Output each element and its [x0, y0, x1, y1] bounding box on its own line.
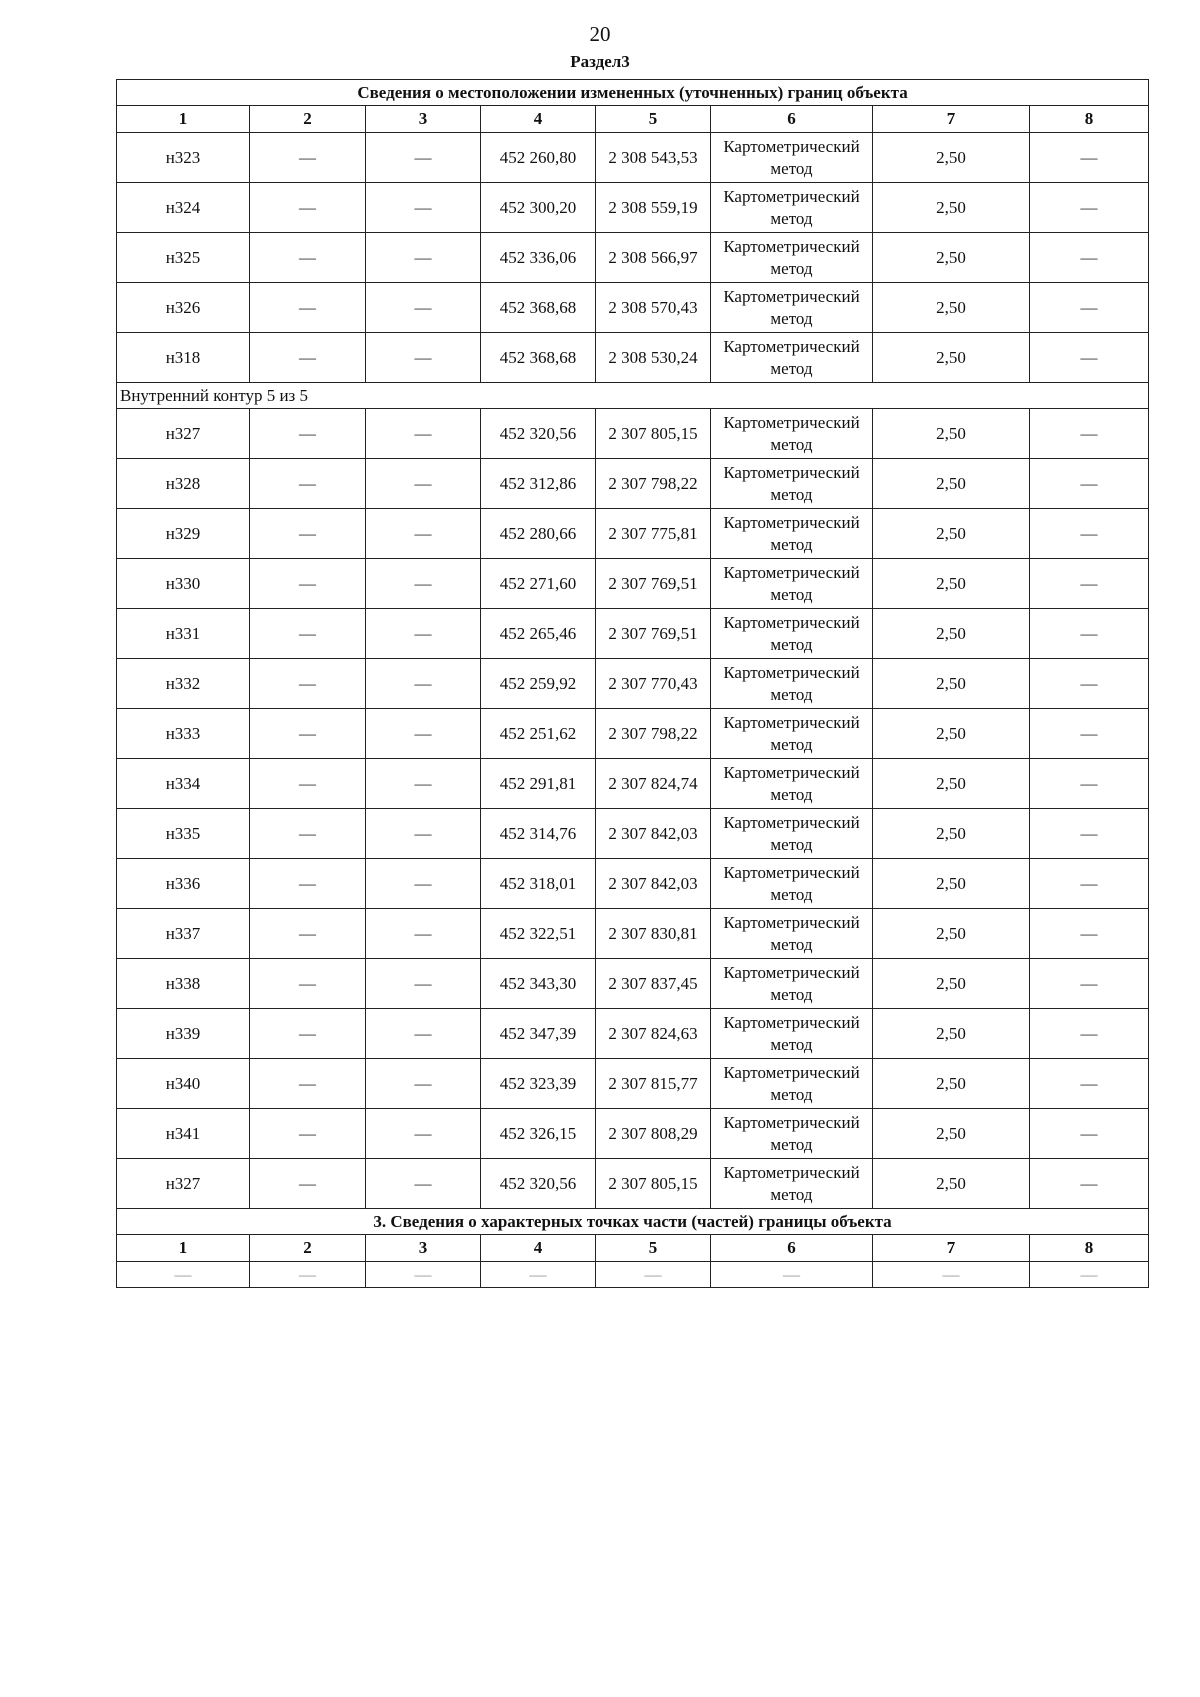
point-id-cell: н336: [117, 859, 250, 909]
table-row: [117, 609, 1149, 659]
column-header: 3: [366, 1235, 481, 1262]
col8-cell: —: [1030, 609, 1149, 659]
contour-label: Внутренний контур 5 из 5: [117, 383, 1149, 409]
empty-cell: —: [1030, 1262, 1149, 1288]
accuracy-cell: 2,50: [873, 609, 1030, 659]
part3-title: 3. Сведения о характерных точках части (частей) границы объекта: [117, 1209, 1149, 1235]
method-cell: Картометрический метод: [711, 859, 873, 909]
x-coordinate-cell: 452 251,62: [481, 709, 596, 759]
column-header: 4: [481, 106, 596, 133]
part1-rows: [117, 133, 1149, 383]
x-coordinate-cell: 452 343,30: [481, 959, 596, 1009]
col2-cell: —: [250, 333, 366, 383]
y-coordinate-cell: 2 307 808,29: [596, 1109, 711, 1159]
x-coordinate-cell: 452 323,39: [481, 1059, 596, 1109]
col3-cell: —: [366, 333, 481, 383]
method-cell: Картометрический метод: [711, 283, 873, 333]
part3-title-row: [117, 1209, 1149, 1235]
point-id-cell: н324: [117, 183, 250, 233]
accuracy-cell: 2,50: [873, 233, 1030, 283]
table-title-row: [117, 80, 1149, 106]
column-header-row: [117, 106, 1149, 133]
point-id-cell: н323: [117, 133, 250, 183]
point-id-cell: н329: [117, 509, 250, 559]
point-id-cell: н340: [117, 1059, 250, 1109]
col2-cell: —: [250, 409, 366, 459]
column-header: 7: [873, 1235, 1030, 1262]
col2-cell: —: [250, 1009, 366, 1059]
x-coordinate-cell: 452 312,86: [481, 459, 596, 509]
col2-cell: —: [250, 609, 366, 659]
accuracy-cell: 2,50: [873, 909, 1030, 959]
point-id-cell: н337: [117, 909, 250, 959]
col2-cell: —: [250, 959, 366, 1009]
col2-cell: —: [250, 183, 366, 233]
table-row: [117, 959, 1149, 1009]
method-cell: Картометрический метод: [711, 1009, 873, 1059]
col3-cell: —: [366, 1109, 481, 1159]
point-id-cell: н335: [117, 809, 250, 859]
column-header: 8: [1030, 1235, 1149, 1262]
point-id-cell: н327: [117, 409, 250, 459]
col2-cell: —: [250, 759, 366, 809]
table-row: [117, 509, 1149, 559]
col8-cell: —: [1030, 409, 1149, 459]
y-coordinate-cell: 2 307 824,74: [596, 759, 711, 809]
column-header: 2: [250, 106, 366, 133]
col8-cell: —: [1030, 859, 1149, 909]
col3-cell: —: [366, 283, 481, 333]
col3-cell: —: [366, 609, 481, 659]
table-row: [117, 409, 1149, 459]
column-header: 6: [711, 106, 873, 133]
x-coordinate-cell: 452 318,01: [481, 859, 596, 909]
y-coordinate-cell: 2 307 842,03: [596, 859, 711, 909]
column-header: 2: [250, 1235, 366, 1262]
col2-cell: —: [250, 809, 366, 859]
method-cell: Картометрический метод: [711, 559, 873, 609]
empty-cell: —: [873, 1262, 1030, 1288]
method-cell: Картометрический метод: [711, 1159, 873, 1209]
table-row: [117, 1109, 1149, 1159]
method-cell: Картометрический метод: [711, 1059, 873, 1109]
boundary-table: [116, 79, 1149, 1288]
x-coordinate-cell: 452 291,81: [481, 759, 596, 809]
point-id-cell: н334: [117, 759, 250, 809]
col8-cell: —: [1030, 1109, 1149, 1159]
part3-header-row: [117, 1235, 1149, 1262]
method-cell: Картометрический метод: [711, 133, 873, 183]
y-coordinate-cell: 2 307 805,15: [596, 1159, 711, 1209]
col8-cell: —: [1030, 459, 1149, 509]
y-coordinate-cell: 2 307 842,03: [596, 809, 711, 859]
accuracy-cell: 2,50: [873, 559, 1030, 609]
point-id-cell: н326: [117, 283, 250, 333]
y-coordinate-cell: 2 307 815,77: [596, 1059, 711, 1109]
accuracy-cell: 2,50: [873, 809, 1030, 859]
col3-cell: —: [366, 183, 481, 233]
table-row: [117, 559, 1149, 609]
col3-cell: —: [366, 809, 481, 859]
x-coordinate-cell: 452 271,60: [481, 559, 596, 609]
col2-cell: —: [250, 709, 366, 759]
method-cell: Картометрический метод: [711, 759, 873, 809]
y-coordinate-cell: 2 308 559,19: [596, 183, 711, 233]
table-row: [117, 659, 1149, 709]
x-coordinate-cell: 452 259,92: [481, 659, 596, 709]
empty-cell: —: [366, 1262, 481, 1288]
table-row: [117, 1159, 1149, 1209]
col3-cell: —: [366, 1059, 481, 1109]
table-row: [117, 233, 1149, 283]
x-coordinate-cell: 452 347,39: [481, 1009, 596, 1059]
accuracy-cell: 2,50: [873, 459, 1030, 509]
table-row: [117, 1009, 1149, 1059]
x-coordinate-cell: 452 265,46: [481, 609, 596, 659]
col3-cell: —: [366, 709, 481, 759]
y-coordinate-cell: 2 307 770,43: [596, 659, 711, 709]
accuracy-cell: 2,50: [873, 759, 1030, 809]
table-row: [117, 459, 1149, 509]
col2-cell: —: [250, 909, 366, 959]
column-header: 3: [366, 106, 481, 133]
accuracy-cell: 2,50: [873, 859, 1030, 909]
point-id-cell: н331: [117, 609, 250, 659]
point-id-cell: н338: [117, 959, 250, 1009]
method-cell: Картометрический метод: [711, 233, 873, 283]
col3-cell: —: [366, 859, 481, 909]
accuracy-cell: 2,50: [873, 333, 1030, 383]
point-id-cell: н333: [117, 709, 250, 759]
table-row: [117, 709, 1149, 759]
col8-cell: —: [1030, 1059, 1149, 1109]
y-coordinate-cell: 2 307 769,51: [596, 609, 711, 659]
point-id-cell: н330: [117, 559, 250, 609]
y-coordinate-cell: 2 307 769,51: [596, 559, 711, 609]
col2-cell: —: [250, 1109, 366, 1159]
point-id-cell: н332: [117, 659, 250, 709]
col3-cell: —: [366, 409, 481, 459]
method-cell: Картометрический метод: [711, 409, 873, 459]
col8-cell: —: [1030, 183, 1149, 233]
table-row: [117, 1059, 1149, 1109]
accuracy-cell: 2,50: [873, 959, 1030, 1009]
col2-cell: —: [250, 459, 366, 509]
col8-cell: —: [1030, 333, 1149, 383]
col8-cell: —: [1030, 659, 1149, 709]
method-cell: Картометрический метод: [711, 1109, 873, 1159]
y-coordinate-cell: 2 307 805,15: [596, 409, 711, 459]
section-title: Раздел3: [570, 52, 630, 71]
y-coordinate-cell: 2 307 824,63: [596, 1009, 711, 1059]
empty-cell: —: [481, 1262, 596, 1288]
part3-empty-row: [117, 1262, 1149, 1288]
y-coordinate-cell: 2 307 837,45: [596, 959, 711, 1009]
column-header: 5: [596, 1235, 711, 1262]
method-cell: Картометрический метод: [711, 909, 873, 959]
col2-cell: —: [250, 509, 366, 559]
col3-cell: —: [366, 659, 481, 709]
col3-cell: —: [366, 1009, 481, 1059]
x-coordinate-cell: 452 320,56: [481, 1159, 596, 1209]
empty-cell: —: [250, 1262, 366, 1288]
method-cell: Картометрический метод: [711, 659, 873, 709]
col2-cell: —: [250, 233, 366, 283]
x-coordinate-cell: 452 368,68: [481, 283, 596, 333]
method-cell: Картометрический метод: [711, 609, 873, 659]
col2-cell: —: [250, 659, 366, 709]
table-row: [117, 909, 1149, 959]
point-id-cell: н325: [117, 233, 250, 283]
x-coordinate-cell: 452 300,20: [481, 183, 596, 233]
x-coordinate-cell: 452 336,06: [481, 233, 596, 283]
y-coordinate-cell: 2 307 830,81: [596, 909, 711, 959]
method-cell: Картометрический метод: [711, 333, 873, 383]
col8-cell: —: [1030, 959, 1149, 1009]
col3-cell: —: [366, 959, 481, 1009]
y-coordinate-cell: 2 307 775,81: [596, 509, 711, 559]
table-row: [117, 333, 1149, 383]
column-header: 6: [711, 1235, 873, 1262]
col8-cell: —: [1030, 709, 1149, 759]
col8-cell: —: [1030, 809, 1149, 859]
col3-cell: —: [366, 509, 481, 559]
table-row: [117, 759, 1149, 809]
col3-cell: —: [366, 233, 481, 283]
column-header: 5: [596, 106, 711, 133]
x-coordinate-cell: 452 280,66: [481, 509, 596, 559]
col2-cell: —: [250, 1059, 366, 1109]
part2-rows: [117, 409, 1149, 1209]
accuracy-cell: 2,50: [873, 1009, 1030, 1059]
column-header: 4: [481, 1235, 596, 1262]
column-header: 8: [1030, 106, 1149, 133]
method-cell: Картометрический метод: [711, 509, 873, 559]
y-coordinate-cell: 2 308 530,24: [596, 333, 711, 383]
col2-cell: —: [250, 133, 366, 183]
accuracy-cell: 2,50: [873, 1109, 1030, 1159]
y-coordinate-cell: 2 308 566,97: [596, 233, 711, 283]
col8-cell: —: [1030, 133, 1149, 183]
x-coordinate-cell: 452 314,76: [481, 809, 596, 859]
accuracy-cell: 2,50: [873, 183, 1030, 233]
point-id-cell: н339: [117, 1009, 250, 1059]
col3-cell: —: [366, 459, 481, 509]
col3-cell: —: [366, 1159, 481, 1209]
col8-cell: —: [1030, 1009, 1149, 1059]
accuracy-cell: 2,50: [873, 133, 1030, 183]
accuracy-cell: 2,50: [873, 509, 1030, 559]
y-coordinate-cell: 2 307 798,22: [596, 459, 711, 509]
contour-label-row: [117, 383, 1149, 409]
method-cell: Картометрический метод: [711, 459, 873, 509]
accuracy-cell: 2,50: [873, 409, 1030, 459]
col3-cell: —: [366, 909, 481, 959]
col2-cell: —: [250, 1159, 366, 1209]
method-cell: Картометрический метод: [711, 183, 873, 233]
column-header: 1: [117, 1235, 250, 1262]
table-row: [117, 133, 1149, 183]
x-coordinate-cell: 452 322,51: [481, 909, 596, 959]
y-coordinate-cell: 2 307 798,22: [596, 709, 711, 759]
col3-cell: —: [366, 759, 481, 809]
point-id-cell: н327: [117, 1159, 250, 1209]
col8-cell: —: [1030, 559, 1149, 609]
x-coordinate-cell: 452 320,56: [481, 409, 596, 459]
accuracy-cell: 2,50: [873, 709, 1030, 759]
col8-cell: —: [1030, 759, 1149, 809]
column-header: 7: [873, 106, 1030, 133]
empty-cell: —: [711, 1262, 873, 1288]
method-cell: Картометрический метод: [711, 959, 873, 1009]
x-coordinate-cell: 452 326,15: [481, 1109, 596, 1159]
col3-cell: —: [366, 559, 481, 609]
col2-cell: —: [250, 559, 366, 609]
col2-cell: —: [250, 283, 366, 333]
y-coordinate-cell: 2 308 570,43: [596, 283, 711, 333]
col8-cell: —: [1030, 283, 1149, 333]
table-row: [117, 809, 1149, 859]
page-number: 20: [589, 22, 611, 46]
method-cell: Картометрический метод: [711, 709, 873, 759]
col8-cell: —: [1030, 909, 1149, 959]
col8-cell: —: [1030, 509, 1149, 559]
table-row: [117, 859, 1149, 909]
accuracy-cell: 2,50: [873, 659, 1030, 709]
accuracy-cell: 2,50: [873, 1159, 1030, 1209]
point-id-cell: н318: [117, 333, 250, 383]
empty-cell: —: [117, 1262, 250, 1288]
x-coordinate-cell: 452 260,80: [481, 133, 596, 183]
col8-cell: —: [1030, 233, 1149, 283]
table-title: Сведения о местоположении измененных (уточненных) границ объекта: [117, 80, 1149, 106]
point-id-cell: н341: [117, 1109, 250, 1159]
table-row: [117, 283, 1149, 333]
accuracy-cell: 2,50: [873, 1059, 1030, 1109]
col2-cell: —: [250, 859, 366, 909]
x-coordinate-cell: 452 368,68: [481, 333, 596, 383]
accuracy-cell: 2,50: [873, 283, 1030, 333]
empty-cell: —: [596, 1262, 711, 1288]
y-coordinate-cell: 2 308 543,53: [596, 133, 711, 183]
col3-cell: —: [366, 133, 481, 183]
point-id-cell: н328: [117, 459, 250, 509]
table-row: [117, 183, 1149, 233]
col8-cell: —: [1030, 1159, 1149, 1209]
method-cell: Картометрический метод: [711, 809, 873, 859]
column-header: 1: [117, 106, 250, 133]
